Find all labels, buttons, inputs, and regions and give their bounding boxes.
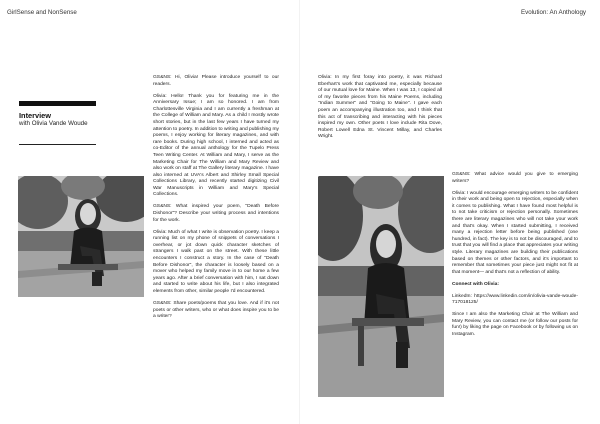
right-page bbox=[300, 0, 600, 424]
linkedin-text: LinkedIn: https://www.linkedin.com/in/olivia-vande-woude-717018125/ bbox=[452, 293, 578, 306]
portrait-photo-left bbox=[18, 176, 144, 297]
col3-paragraph: GS&NS: What advice would you give to emerging writers? bbox=[452, 172, 578, 184]
title-bar bbox=[19, 101, 96, 106]
col2-paragraph: Olivia: In my first foray into poetry, it was Richard Eberhart's work that captivated me, especially because of our mutual love for Maine. When I was 13, I copied all of my favorite pieces from his Maine Poems, including "Indian Summer" and "Going to Maine". I gave each poem an accompanying illustration too, and I think that this act of transcribing and interacting with his pieces inspired my own. Other poets I love include Rita Dove, Robert Lowell Edna St. Vincent Millay, and Charles Wright. bbox=[318, 75, 442, 140]
connect-heading: Connect with Olivia: bbox=[452, 281, 500, 287]
article-title: Interview bbox=[19, 111, 52, 120]
col1-paragraph: Olivia: Hello! Thank you for featuring me in the Anniversary Issue; I am so honored. I am from Charlottesville Virginia and I am currently a freshman at the College of William and Mary. As a child I mostly wrote short stories, but in the last few years I have turned my attention to poetry. In addition to writing and publishing my poems, I enjoy working for literary magazines, and with rare books. During high school, I interned and acted as co-Editor of the annual anthology for the Tupelo Press Teen Writing Center. At William and Mary, I serve as the Marketing Chair for The William and Mary Review and also work on staff at The Gallery literary magazine. I have also interned at UVA's Albert and Shirley Small Special Collections Library, and recently started digitizing Civil War Manuscripts in William and Mary's Special Collections. bbox=[153, 93, 279, 198]
interview-column-3 bbox=[452, 172, 578, 344]
col1-paragraph: Olivia: Much of what I write is observation poetry. I keep a running list on my phone of snippets of conversations I overhear, or jot down quick character sketches of strangers I walk past on the street. With these little encounters I construct a story. In the case of "Death Before Dishonor", the character is loosely based on a mover who helped my family move in to our home a few years ago. After a brief conversation with him, I sat down and started to write about his life, but I also integrated elements from other, similar people I'd encountered. bbox=[153, 229, 279, 294]
portrait-photo-right-image bbox=[318, 176, 444, 397]
article-subtitle: with Olivia Vande Woude bbox=[19, 120, 88, 127]
col1-paragraph: GS&NS: Share poets/poems that you love. And if it's not poets or other writers, who or what does inspire you to be a writer? bbox=[153, 300, 279, 320]
portrait-photo-right bbox=[318, 176, 444, 397]
interview-column-2 bbox=[318, 75, 442, 146]
interview-column-1 bbox=[153, 75, 279, 326]
portrait-photo-left-image bbox=[18, 176, 144, 297]
running-header-right: Evolution: An Anthology bbox=[520, 9, 586, 16]
col1-paragraph: GS&NS: Hi, Olivia! Please introduce yourself to our readers. bbox=[153, 75, 279, 87]
running-header-left: GirlSense and NonSense bbox=[7, 9, 77, 16]
col1-paragraph: GS&NS: What inspired your poem, "Death Before Dishonor"? Describe your writing process and intentions for the work. bbox=[153, 204, 279, 223]
col3-paragraph: Olivia: I would encourage emerging writers to be confident in their work and being open to rejection, especially when it comes to publishing. What I have found most helpful is to not take criticism or rejection personally. Sometimes there are literary magazines who will not take your work and that's okay. When I started submitting, I received many a rejection letter before being published (one hundred, in fact). The key is to not be discouraged, and to trust that you will find a place that appreciates your writing style. Literary magazines are building their publications based on themes or other factors, and it's important to remember that sometimes your piece just might not fit at that moment— and that's not a reflection of ability. bbox=[452, 190, 578, 275]
col3-paragraph: Since I am also the Marketing Chair at The William and Mary Review, you can contact me (or follow our posts for fun!) by liking the page on Facebook or by following us on Instagram. bbox=[452, 312, 578, 338]
title-rule bbox=[19, 144, 96, 145]
